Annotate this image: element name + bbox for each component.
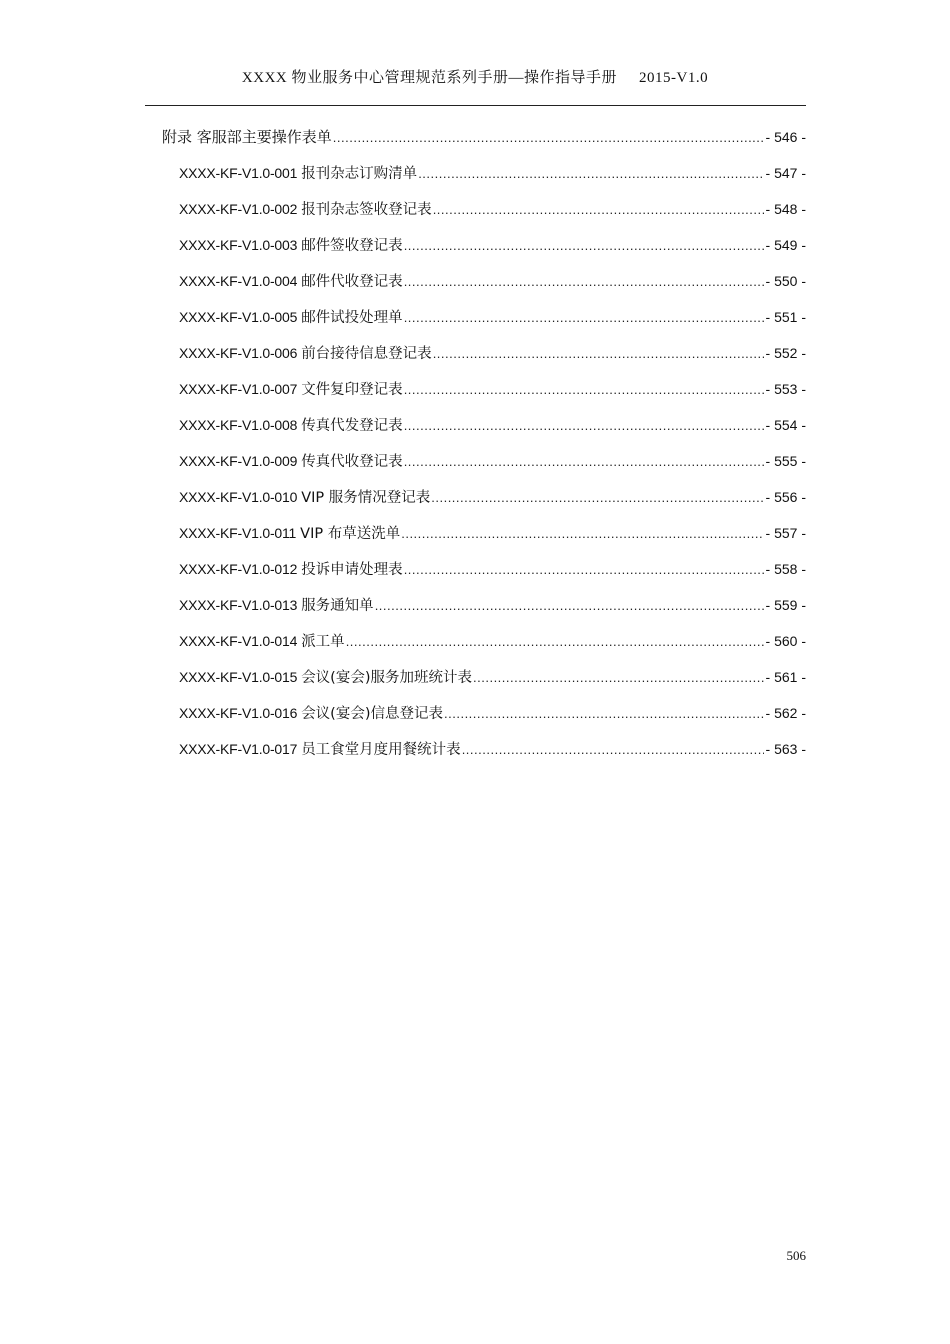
- toc-entry[interactable]: [179, 450, 806, 472]
- toc-entry-code: XXXX-KF-V1.0-005: [179, 309, 298, 325]
- dot-leader: [375, 595, 764, 617]
- toc-entry-code: XXXX-KF-V1.0-016: [179, 705, 298, 721]
- toc-entry[interactable]: [179, 522, 806, 544]
- toc-entry-code: XXXX-KF-V1.0-001: [179, 165, 298, 181]
- toc-entry-code: XXXX-KF-V1.0-004: [179, 273, 298, 289]
- dot-leader: [404, 271, 764, 293]
- toc-page-ref: - 551 -: [765, 309, 806, 325]
- dot-leader: [404, 307, 764, 329]
- toc-entry-title: 邮件试投处理单: [301, 310, 403, 326]
- toc-entry-code: XXXX-KF-V1.0-008: [179, 417, 298, 433]
- dot-leader: [433, 199, 764, 221]
- toc-page-ref: - 547 -: [765, 165, 806, 181]
- toc-entry-code: XXXX-KF-V1.0-015: [179, 669, 298, 685]
- toc-entry[interactable]: [179, 342, 806, 364]
- toc-entry-title: 投诉申请处理表: [301, 562, 403, 578]
- toc-entry[interactable]: [179, 558, 806, 580]
- dot-leader: [462, 739, 764, 761]
- toc-page-ref: - 559 -: [765, 597, 806, 613]
- toc-page-ref: - 557 -: [765, 525, 806, 541]
- toc-entry[interactable]: [179, 378, 806, 400]
- toc-entry-code: XXXX-KF-V1.0-002: [179, 201, 298, 217]
- header-version: 2015-V1.0: [639, 70, 709, 86]
- toc-page-ref: - 548 -: [765, 201, 806, 217]
- dot-leader: [404, 451, 764, 473]
- page-number: 506: [786, 1248, 806, 1263]
- toc-entry-title: 邮件代收登记表: [301, 274, 403, 290]
- dot-leader: [404, 379, 764, 401]
- toc-entry[interactable]: [179, 594, 806, 616]
- toc-entry-code: XXXX-KF-V1.0-017: [179, 741, 298, 757]
- toc-entry-code: XXXX-KF-V1.0-007: [179, 381, 298, 397]
- toc-entry-title: 服务通知单: [301, 598, 374, 614]
- toc-entry[interactable]: [179, 702, 806, 724]
- toc-entry[interactable]: [179, 198, 806, 220]
- toc-entry-code: XXXX-KF-V1.0-011: [179, 525, 297, 541]
- dot-leader: [404, 559, 764, 581]
- toc-entry-code: XXXX-KF-V1.0-013: [179, 597, 298, 613]
- toc-entry-title: 传真代收登记表: [301, 454, 403, 470]
- dot-leader: [404, 235, 764, 257]
- toc-entry[interactable]: [179, 666, 806, 688]
- dot-leader: [444, 703, 764, 725]
- toc-page-ref: - 549 -: [765, 237, 806, 253]
- toc-entry-code: XXXX-KF-V1.0-012: [179, 561, 298, 577]
- toc-entry-title: 前台接待信息登记表: [301, 346, 432, 362]
- toc-entry[interactable]: [179, 414, 806, 436]
- dot-leader: [346, 631, 764, 653]
- toc-entry-title: 传真代发登记表: [301, 418, 403, 434]
- toc-entry-code: XXXX-KF-V1.0-014: [179, 633, 298, 649]
- toc-entry[interactable]: [179, 234, 806, 256]
- page-header: [145, 66, 805, 92]
- toc-entry-title: 报刊杂志签收登记表: [301, 202, 432, 218]
- toc-section-title: 附录 客服部主要操作表单: [162, 128, 332, 146]
- toc-page-ref: - 558 -: [765, 561, 806, 577]
- toc-page-ref: - 550 -: [765, 273, 806, 289]
- toc-page-ref: - 561 -: [765, 669, 806, 685]
- toc-section-appendix[interactable]: [162, 126, 806, 148]
- dot-leader: [401, 523, 763, 545]
- toc-page-ref: - 555 -: [765, 453, 806, 469]
- toc-entry[interactable]: [179, 738, 806, 760]
- toc-page-ref: - 546 -: [765, 129, 806, 145]
- toc-page-ref: - 553 -: [765, 381, 806, 397]
- toc-page-ref: - 560 -: [765, 633, 806, 649]
- toc-page-ref: - 554 -: [765, 417, 806, 433]
- dot-leader: [431, 487, 763, 509]
- header-title: XXXX 物业服务中心管理规范系列手册—操作指导手册: [241, 70, 617, 86]
- toc-entry-title: 会议(宴会)服务加班统计表: [301, 670, 473, 686]
- toc-page-ref: - 563 -: [765, 741, 806, 757]
- toc-entry[interactable]: [179, 162, 806, 184]
- toc-entry-code: XXXX-KF-V1.0-006: [179, 345, 298, 361]
- toc-entry-title: 文件复印登记表: [301, 382, 403, 398]
- dot-leader: [473, 667, 764, 689]
- toc-page-ref: - 552 -: [765, 345, 806, 361]
- toc-page-ref: - 562 -: [765, 705, 806, 721]
- toc-entry-code: XXXX-KF-V1.0-010: [179, 489, 298, 505]
- toc-entry-title: VIP 服务情况登记表: [301, 490, 431, 506]
- dot-leader: [433, 343, 764, 365]
- dot-leader: [418, 163, 763, 185]
- toc-entry[interactable]: [179, 630, 806, 652]
- toc-entry-title: 邮件签收登记表: [301, 238, 403, 254]
- header-divider: [145, 105, 806, 106]
- toc-entry-title: 会议(宴会)信息登记表: [301, 706, 444, 722]
- toc-entry-title: 报刊杂志订购清单: [301, 166, 418, 182]
- dot-leader: [404, 415, 764, 437]
- toc-entry[interactable]: [179, 486, 806, 508]
- toc-entry-code: XXXX-KF-V1.0-009: [179, 453, 298, 469]
- toc-entry-title: VIP 布草送洗单: [300, 526, 401, 542]
- toc-page-ref: - 556 -: [765, 489, 806, 505]
- toc-entry[interactable]: [179, 270, 806, 292]
- toc-entry-title: 派工单: [301, 634, 345, 650]
- dot-leader: [333, 127, 764, 149]
- toc-entry-code: XXXX-KF-V1.0-003: [179, 237, 298, 253]
- toc-entry[interactable]: [179, 306, 806, 328]
- toc-entry-title: 员工食堂月度用餐统计表: [301, 742, 461, 758]
